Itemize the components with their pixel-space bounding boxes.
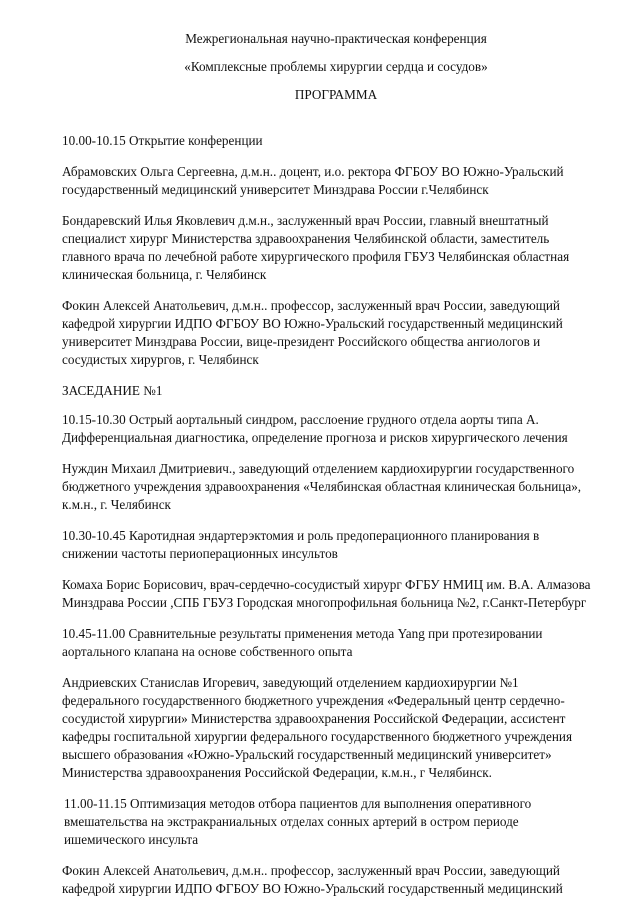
speaker-bondarevsky: Бондаревский Илья Яковлевич д.м.н., заслуженный врач России, главный внештатный специалист хирург Министерства здравоохранения Челябинской области, заместитель главного врача по лечебной работе хирургического профиля ГБУЗ Челябинская областная клиническая больница, г. Челябинск: [62, 213, 570, 282]
agenda-time-1045: 10.45-11.00 Сравнительные результаты применения метода Yang при протезировании аортального клапана на основе собственного опыта: [62, 626, 543, 659]
session-heading: ЗАСЕДАНИЕ №1: [62, 383, 163, 398]
conference-title: «Комплексные проблемы хирургии сердца и сосудов»: [184, 59, 488, 74]
agenda-time-1015: 10.15-10.30 Острый аортальный синдром, расслоение грудного отдела аорты типа А. Дифференциальная диагностика, определение прогноза и рисков хирургического лечения: [62, 412, 568, 445]
speaker-abramovskikh: Абрамовских Ольга Сергеевна, д.м.н.. доцент, и.о. ректора ФГБОУ ВО Южно-Уральский государственный медицинский университет Минздрава России г.Челябинск: [62, 164, 564, 197]
agenda-time-1030: 10.30-10.45 Каротидная эндартерэктомия и роль предоперационного планирования в снижении частоты периоперационных инсультов: [62, 528, 540, 561]
agenda-time-opening: 10.00-10.15 Открытие конференции: [62, 133, 263, 148]
speaker-fokin-1: Фокин Алексей Анатольевич, д.м.н.. профессор, заслуженный врач России, заведующий кафедрой хирургии ИДПО ФГБОУ ВО Южно-Уральский государственный медицинский университет Минздрава России, вице-президент Российского общества ангиологов и сосудистых хирургов, г. Челябинск: [62, 298, 563, 367]
conference-type: Межрегиональная научно-практическая конференция: [185, 31, 487, 46]
agenda-time-1100: 11.00-11.15 Оптимизация методов отбора пациентов для выполнения оперативного вмешательства на экстракраниальных отделах сонных артерий в остром периоде ишемического инсульта: [64, 796, 532, 847]
speaker-andrievskikh: Андриевских Станислав Игоревич, заведующий отделением кардиохирургии №1 федерального государственного бюджетного учреждения «Федеральный центр сердечно-сосудистой хирургии» Министерства здравоохранения Российской Федерации, ассистент кафедры госпитальной хирургии федерального государственного бюджетного учреждения высшего образования «Южно-Уральский государственный медицинский университет» Министерства здравоохранения Российской Федерации, к.м.н., г Челябинск.: [62, 675, 573, 780]
speaker-komakha: Комаха Борис Борисович, врач-сердечно-сосудистый хирург ФГБУ НМИЦ им. В.А. Алмазова Минздрава России ,СПБ ГБУЗ Городская многопрофильная больница №2, г.Санкт-Петербург: [62, 577, 591, 610]
speaker-fokin-2: Фокин Алексей Анатольевич, д.м.н.. профессор, заслуженный врач России, заведующий кафедрой хирургии ИДПО ФГБОУ ВО Южно-Уральский государственный медицинский: [62, 863, 563, 896]
speaker-nuzhdin: Нуждин Михаил Дмитриевич., заведующий отделением кардиохирургии государственного бюджетного учреждения здравоохранения «Челябинская областная клиническая больница», к.м.н., г. Челябинск: [62, 461, 582, 512]
program-heading: ПРОГРАММА: [294, 87, 378, 102]
